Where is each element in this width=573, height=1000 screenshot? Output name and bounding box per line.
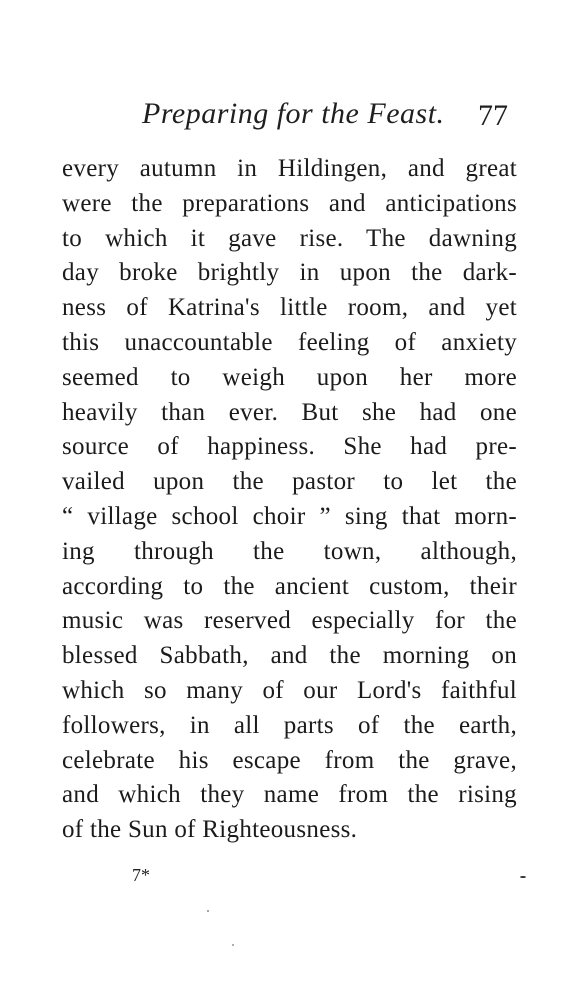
text-line: which so many of our Lord's faithful bbox=[62, 676, 517, 704]
text-line: vailed upon the pastor to let the bbox=[62, 468, 517, 496]
page-number: 77 bbox=[478, 99, 508, 132]
text-line: every autumn in Hildingen, and great bbox=[62, 155, 517, 182]
text-line: “ village school choir ” sing that morn- bbox=[62, 502, 517, 530]
text-line: ness of Katrina's little room, and yet bbox=[62, 294, 517, 322]
ink-speck bbox=[207, 910, 209, 912]
text-line: and which they name from the rising bbox=[62, 781, 517, 809]
printer-signature-mark: 7* bbox=[132, 865, 150, 885]
body-text bbox=[62, 152, 517, 848]
text-line: celebrate his escape from the grave, bbox=[62, 746, 517, 774]
text-line: were the preparations and anticipations bbox=[62, 189, 517, 217]
text-line: seemed to weigh upon her more bbox=[62, 363, 517, 391]
ink-speck bbox=[232, 944, 234, 946]
text-line: music was reserved especially for the bbox=[62, 607, 517, 635]
text-line: blessed Sabbath, and the morning on bbox=[62, 642, 517, 670]
text-line: this unaccountable feeling of anxiety bbox=[62, 328, 517, 356]
text-line: source of happiness. She had pre- bbox=[62, 433, 517, 461]
text-line: day broke brightly in upon the dark- bbox=[62, 259, 517, 287]
text-line: according to the ancient custom, their bbox=[62, 572, 517, 600]
ink-speck bbox=[520, 876, 526, 878]
text-line: ing through the town, although, bbox=[62, 537, 517, 565]
text-line-last: of the Sun of Righteousness. bbox=[62, 816, 358, 844]
running-head-title: Preparing for the Feast. bbox=[142, 97, 445, 130]
text-line: to which it gave rise. The dawning bbox=[62, 224, 517, 252]
text-line: followers, in all parts of the earth, bbox=[62, 711, 517, 739]
text-line: heavily than ever. But she had one bbox=[62, 398, 517, 426]
